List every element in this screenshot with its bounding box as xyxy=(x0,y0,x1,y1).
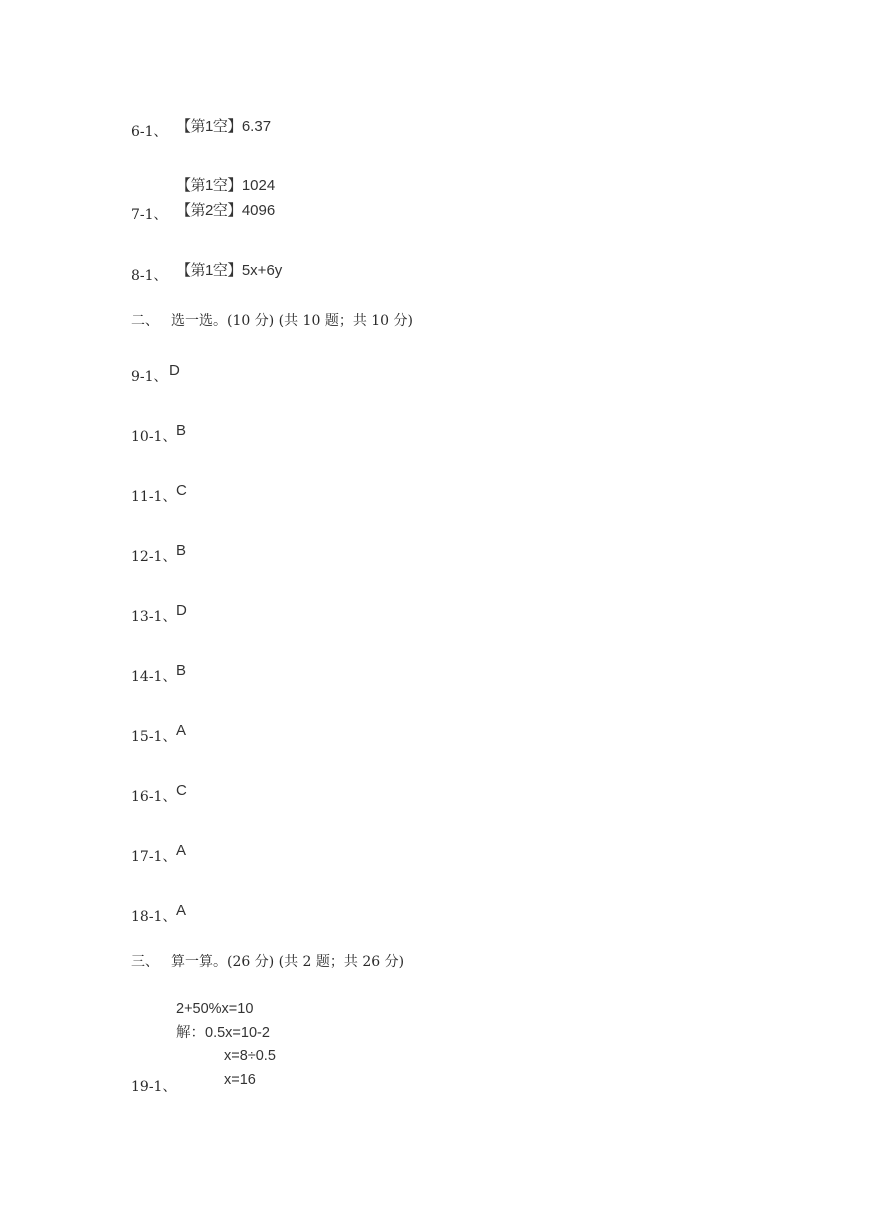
item-label: 9-1、 xyxy=(131,369,168,385)
item-label: 10-1、 xyxy=(131,429,177,445)
item-label: 16-1、 xyxy=(131,789,177,805)
answer-blank-1 xyxy=(176,262,282,279)
blank-value: 1024 xyxy=(241,177,276,194)
section-heading-2 xyxy=(131,313,413,329)
item-label: 6-1、 xyxy=(131,124,168,140)
solution-line-4: x=16 xyxy=(224,1072,256,1088)
choice-answer: A xyxy=(176,842,187,859)
blank-tag: 【第1空】 xyxy=(176,177,242,194)
solution-line-1: 2+50%x=10 xyxy=(176,1001,254,1017)
answer-blank-2 xyxy=(176,202,275,219)
choice-answer: D xyxy=(169,362,180,379)
solution-line-3: x=8÷0.5 xyxy=(224,1048,276,1064)
choice-answer: C xyxy=(176,482,187,499)
section-title: 选一选。(10 分) (共 10 题；共 10 分) xyxy=(171,313,413,329)
choice-answer: B xyxy=(176,422,187,439)
item-label: 12-1、 xyxy=(131,549,177,565)
choice-answer: B xyxy=(176,662,187,679)
solution-line-2: 解：0.5x=10-2 xyxy=(176,1025,270,1041)
choice-answer: C xyxy=(176,782,187,799)
blank-tag: 【第2空】 xyxy=(176,202,242,219)
blank-tag: 【第1空】 xyxy=(176,118,242,135)
choice-answer: A xyxy=(176,902,187,919)
section-number: 二、 xyxy=(131,313,159,329)
item-label: 18-1、 xyxy=(131,909,177,925)
item-label: 14-1、 xyxy=(131,669,177,685)
blank-tag: 【第1空】 xyxy=(176,262,242,279)
item-label: 7-1、 xyxy=(131,207,168,223)
choice-answer: B xyxy=(176,542,187,559)
section-number: 三、 xyxy=(131,954,159,970)
choice-answer: A xyxy=(176,722,187,739)
answer-blank-1 xyxy=(176,118,271,135)
blank-value: 6.37 xyxy=(241,118,272,135)
item-label: 15-1、 xyxy=(131,729,177,745)
blank-value: 5x+6y xyxy=(241,262,283,279)
item-label: 17-1、 xyxy=(131,849,177,865)
item-label: 8-1、 xyxy=(131,268,168,284)
section-title: 算一算。(26 分) (共 2 题；共 26 分) xyxy=(171,954,405,970)
item-label: 19-1、 xyxy=(131,1079,177,1095)
blank-value: 4096 xyxy=(241,202,276,219)
item-label: 11-1、 xyxy=(131,489,177,505)
section-heading-3 xyxy=(131,954,404,970)
item-label: 13-1、 xyxy=(131,609,177,625)
answer-blank-1 xyxy=(176,177,275,194)
choice-answer: D xyxy=(176,602,187,619)
